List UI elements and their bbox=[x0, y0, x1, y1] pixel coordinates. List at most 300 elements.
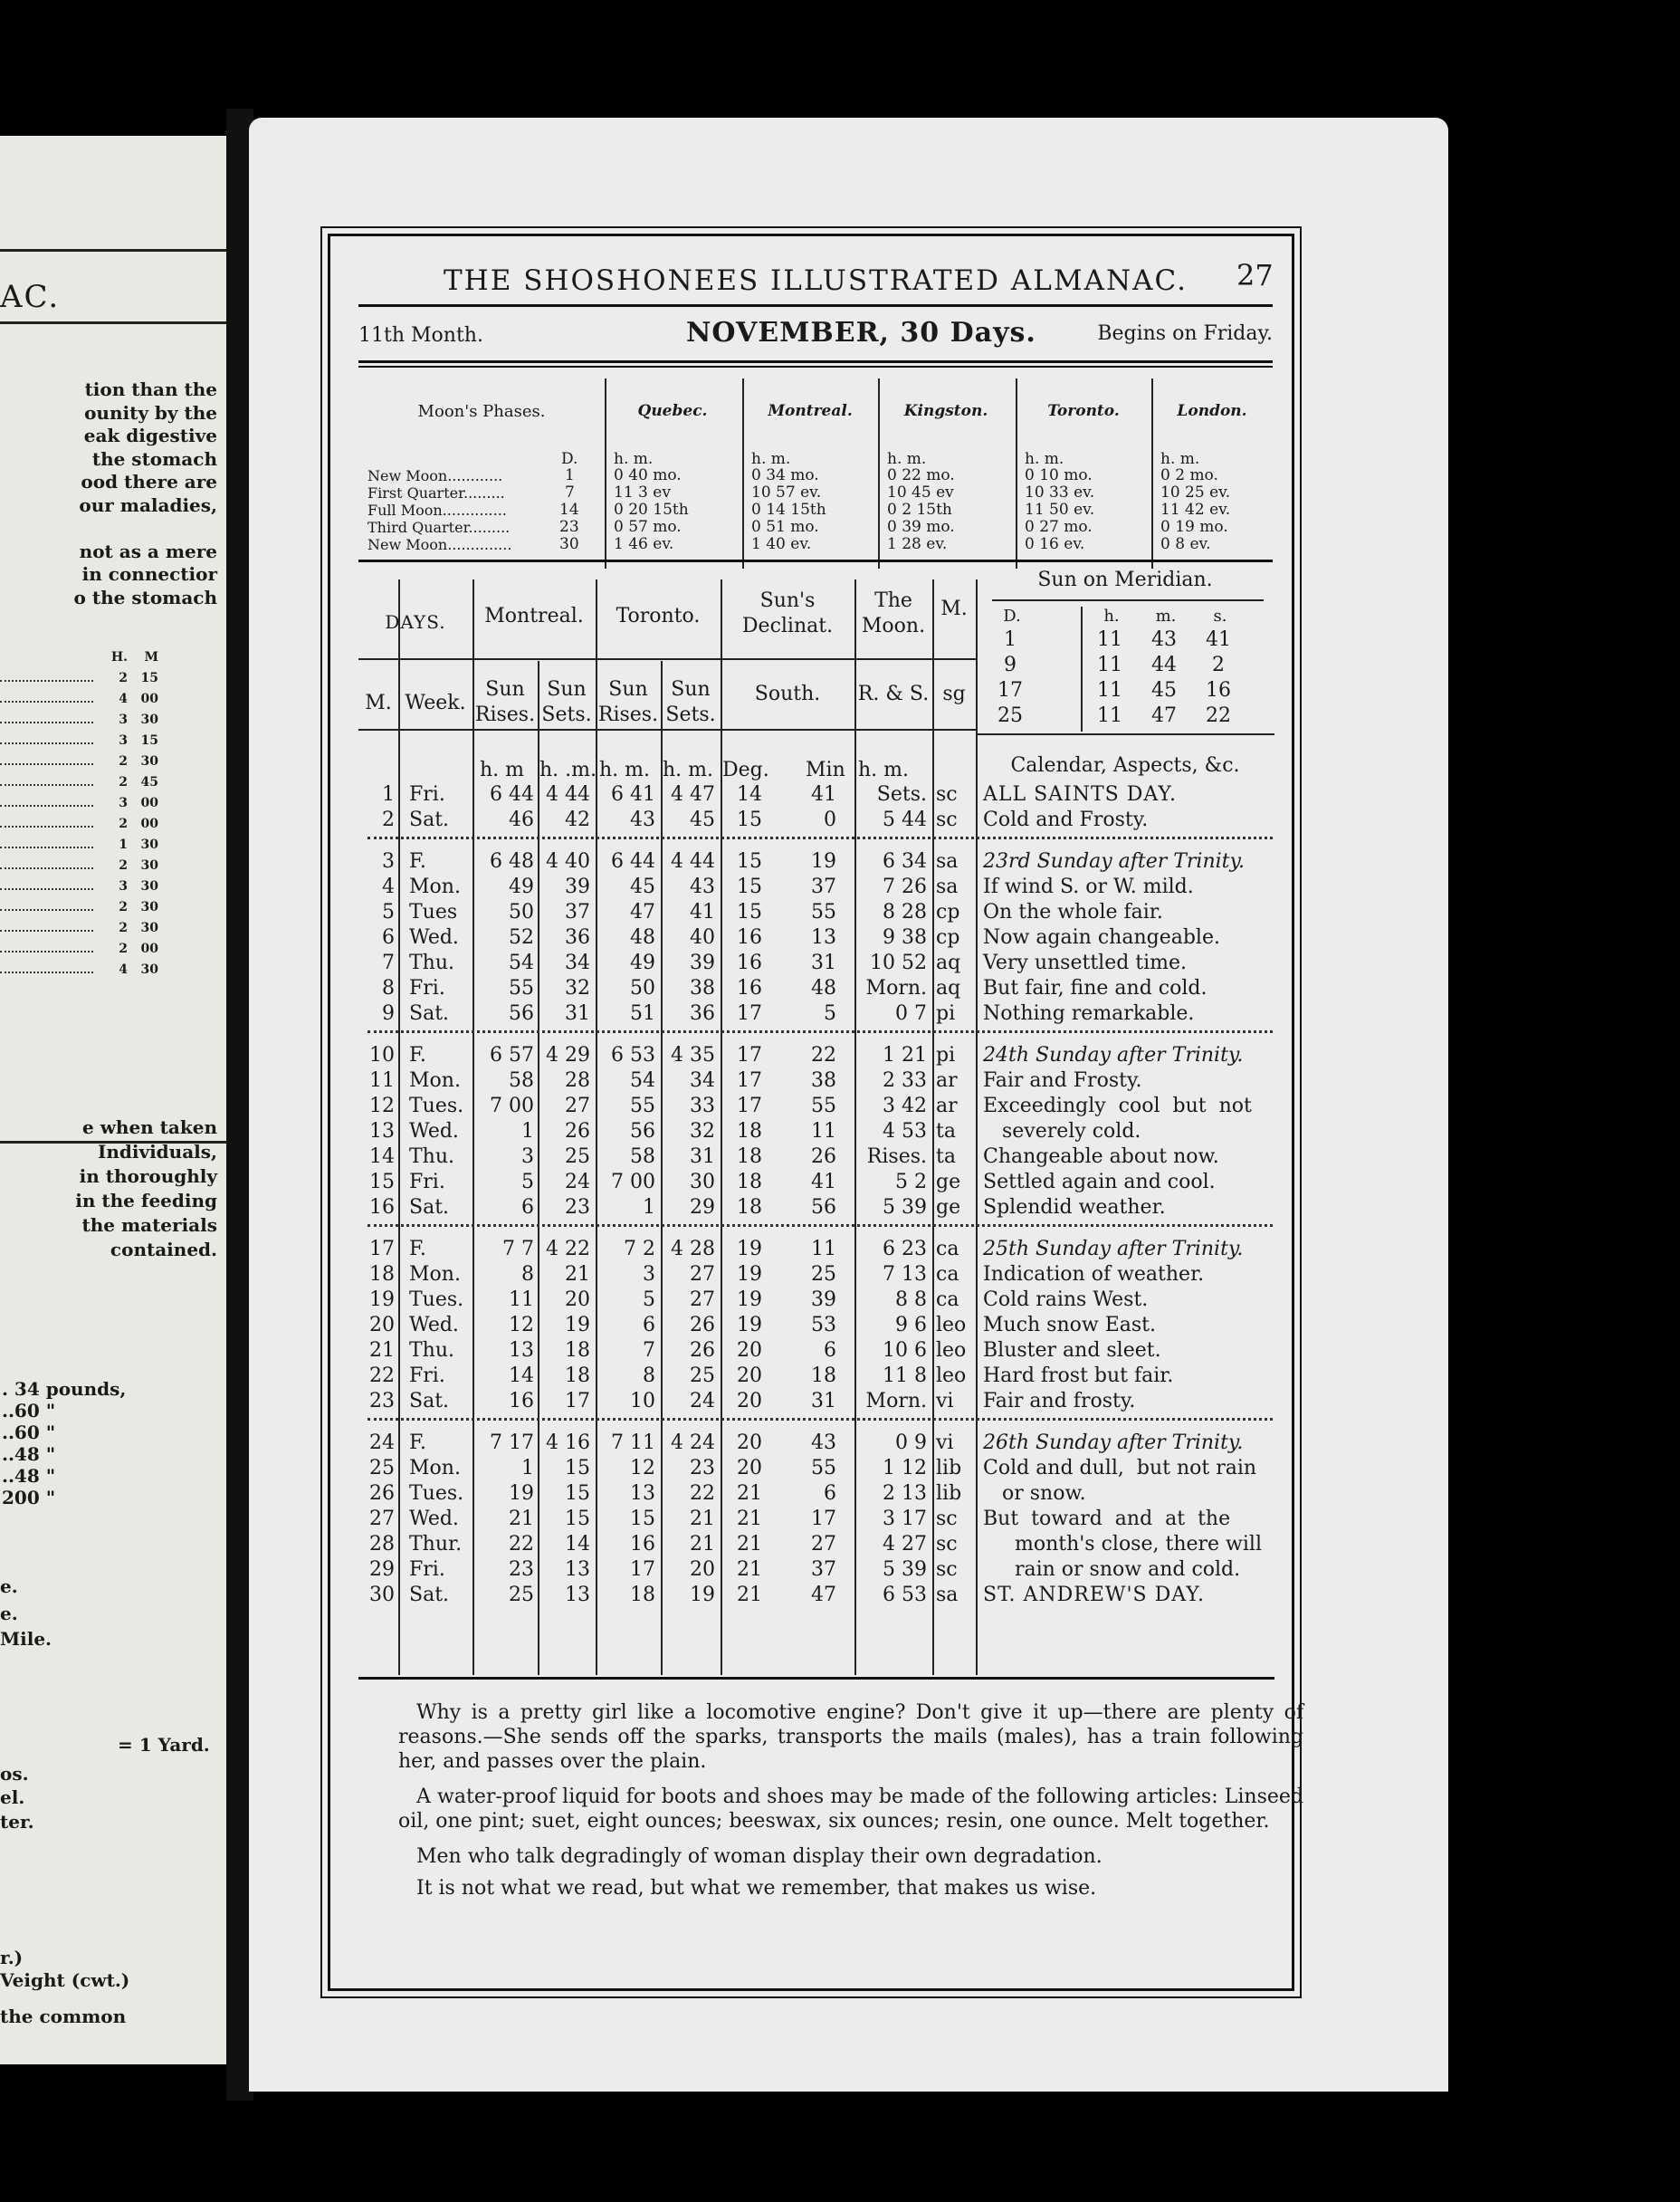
toronto-sets: 29 bbox=[690, 1196, 715, 1219]
moon-sign: aq bbox=[936, 952, 961, 974]
moon-rise-set: 5 44 bbox=[883, 809, 927, 831]
phase-time: 10 33 ev. bbox=[1025, 483, 1095, 502]
calendar-row bbox=[358, 1557, 1274, 1583]
declination-deg: 15 bbox=[737, 901, 762, 924]
left-weight-line: ..48 " bbox=[2, 1465, 56, 1487]
declination-min: 37 bbox=[811, 876, 836, 898]
left-table-row bbox=[0, 897, 158, 918]
phase-time: 0 27 mo. bbox=[1025, 518, 1093, 536]
moon-sign: ge bbox=[936, 1171, 961, 1193]
calendar-note: severely cold. bbox=[983, 1120, 1141, 1143]
phase-time: 0 16 ev. bbox=[1025, 535, 1085, 553]
header-sg: sg bbox=[942, 683, 966, 705]
day-of-month: 16 bbox=[369, 1196, 395, 1219]
moon-sign: ca bbox=[936, 1288, 959, 1311]
montreal-rises: 23 bbox=[509, 1558, 534, 1581]
toronto-rises: 43 bbox=[630, 809, 655, 831]
montreal-rises: 1 bbox=[521, 1120, 534, 1143]
declination-min: 37 bbox=[811, 1558, 836, 1581]
declination-deg: 20 bbox=[737, 1364, 762, 1387]
calendar-note: Hard frost but fair. bbox=[983, 1364, 1174, 1387]
day-of-month: 11 bbox=[369, 1069, 395, 1092]
phases-city-4: Toronto. bbox=[1047, 402, 1120, 420]
month-rule bbox=[358, 360, 1273, 368]
footer-note: Men who talk degradingly of woman display their own degradation. bbox=[416, 1845, 1102, 1868]
calendar-row bbox=[358, 976, 1274, 1001]
day-of-month: 2 bbox=[382, 809, 395, 831]
day-of-week: Mon. bbox=[409, 1457, 461, 1479]
phase-time: 0 57 mo. bbox=[614, 518, 682, 536]
day-of-month: 20 bbox=[369, 1314, 395, 1336]
declination-min: 25 bbox=[811, 1263, 836, 1286]
left-rule-top bbox=[0, 249, 226, 252]
phases-rule bbox=[358, 560, 1273, 564]
calendar-note: Much snow East. bbox=[983, 1314, 1157, 1336]
left-table-row bbox=[0, 689, 158, 710]
phase-day: 7 bbox=[565, 483, 575, 502]
calendar-row bbox=[358, 1481, 1274, 1507]
toronto-rises: 55 bbox=[630, 1095, 655, 1117]
left-table-dots bbox=[0, 960, 93, 973]
left-text-line: not as a mere bbox=[79, 540, 217, 562]
left-table-hours: 1 bbox=[119, 838, 128, 852]
montreal-rises: 3 bbox=[521, 1145, 534, 1168]
calendar-note: Indication of weather. bbox=[983, 1263, 1205, 1286]
moon-rise-set: 3 17 bbox=[883, 1508, 927, 1530]
calendar-row bbox=[358, 1583, 1274, 1608]
moon-rise-set: 1 12 bbox=[883, 1457, 927, 1479]
moon-sign: sc bbox=[936, 1533, 958, 1556]
day-of-week: Fri. bbox=[409, 783, 445, 806]
day-of-month: 21 bbox=[369, 1339, 395, 1362]
declination-deg: 17 bbox=[737, 1095, 762, 1117]
left-weight-line: 200 " bbox=[2, 1487, 56, 1508]
left-table-dots bbox=[0, 772, 93, 786]
header-montreal: Montreal. bbox=[484, 605, 584, 627]
moon-sign: sc bbox=[936, 783, 958, 806]
montreal-sets: 36 bbox=[565, 926, 590, 949]
phase-time: 0 2 15th bbox=[887, 501, 952, 519]
left-page-fragment bbox=[0, 136, 226, 2064]
calendar-row bbox=[358, 849, 1274, 875]
toronto-rises: 6 bbox=[643, 1314, 655, 1336]
left-table-dots bbox=[0, 793, 93, 807]
left-table-row bbox=[0, 752, 158, 772]
phase-time: 0 40 mo. bbox=[614, 466, 682, 484]
left-table-h: H. bbox=[110, 650, 128, 665]
left-table-dots bbox=[0, 689, 93, 703]
toronto-rises: 10 bbox=[630, 1390, 655, 1412]
header-south: South. bbox=[754, 683, 821, 705]
meridian-cell: 45 bbox=[1151, 679, 1177, 702]
left-table-row bbox=[0, 939, 158, 960]
toronto-sets: 40 bbox=[690, 926, 715, 949]
montreal-sets: 4 22 bbox=[546, 1238, 590, 1260]
day-of-month: 26 bbox=[369, 1482, 395, 1505]
montreal-sets: 42 bbox=[565, 809, 590, 831]
declination-min: 13 bbox=[811, 926, 836, 949]
day-of-week: Tues. bbox=[409, 1288, 464, 1311]
left-table-mins: 30 bbox=[140, 962, 158, 977]
toronto-rises: 48 bbox=[630, 926, 655, 949]
calendar-row bbox=[358, 1338, 1274, 1364]
calendar-note: Nothing remarkable. bbox=[983, 1002, 1195, 1025]
montreal-rises: 19 bbox=[509, 1482, 534, 1505]
declination-deg: 17 bbox=[737, 1002, 762, 1025]
montreal-rises: 12 bbox=[509, 1314, 534, 1336]
phase-time: 10 25 ev. bbox=[1160, 483, 1231, 502]
toronto-rises: 6 41 bbox=[611, 783, 655, 806]
phases-hm-label: h. m. bbox=[751, 450, 791, 468]
declination-deg: 15 bbox=[737, 809, 762, 831]
day-of-week: Wed. bbox=[409, 1508, 459, 1530]
montreal-rises: 8 bbox=[521, 1263, 534, 1286]
left-text-line: in thoroughly bbox=[79, 1165, 217, 1187]
phase-time: 0 10 mo. bbox=[1025, 466, 1093, 484]
left-table-hours: 3 bbox=[119, 796, 128, 810]
page-number: 27 bbox=[1236, 258, 1274, 292]
montreal-sets: 20 bbox=[565, 1288, 590, 1311]
toronto-sets: 27 bbox=[690, 1288, 715, 1311]
calendar-row bbox=[358, 900, 1274, 925]
toronto-sets: 32 bbox=[690, 1120, 715, 1143]
calendar-note: But fair, fine and cold. bbox=[983, 977, 1208, 1000]
calendar-note: Very unsettled time. bbox=[983, 952, 1188, 974]
montreal-rises: 16 bbox=[509, 1390, 534, 1412]
day-of-week: Fri. bbox=[409, 1171, 445, 1193]
left-table-row bbox=[0, 793, 158, 814]
montreal-sets: 18 bbox=[565, 1364, 590, 1387]
toronto-rises: 50 bbox=[630, 977, 655, 1000]
toronto-sets: 33 bbox=[690, 1095, 715, 1117]
montreal-rises: 46 bbox=[509, 809, 534, 831]
calendar-row bbox=[358, 1507, 1274, 1532]
left-table-mins: 15 bbox=[140, 733, 158, 748]
montreal-sets: 28 bbox=[565, 1069, 590, 1092]
header-tor-sets: Sun Sets. bbox=[665, 678, 716, 726]
montreal-rises: 58 bbox=[509, 1069, 534, 1092]
day-of-month: 28 bbox=[369, 1533, 395, 1556]
moon-sign: ar bbox=[936, 1095, 958, 1117]
left-text-line: Individuals, bbox=[97, 1141, 217, 1163]
footer-note: A water-proof liquid for boots and shoes may be made of the following articles: Linseed oil, one pint; suet, eight ounces; beeswax, six ounces; resin, one ounce. Melt together. bbox=[398, 1786, 1303, 1833]
declination-deg: 19 bbox=[737, 1314, 762, 1336]
declination-deg: 18 bbox=[737, 1196, 762, 1219]
left-bottom-line: e. bbox=[0, 1603, 18, 1624]
left-text-line: in connectior bbox=[81, 563, 217, 585]
units-label: h. .m. bbox=[539, 759, 597, 781]
moon-sign: lib bbox=[936, 1482, 962, 1505]
phase-day: 14 bbox=[559, 501, 579, 519]
declination-deg: 21 bbox=[737, 1508, 762, 1530]
left-table-dots bbox=[0, 939, 93, 953]
toronto-sets: 21 bbox=[690, 1508, 715, 1530]
meridian-cell: 2 bbox=[1212, 654, 1225, 676]
day-of-month: 7 bbox=[382, 952, 395, 974]
day-of-week: Tues. bbox=[409, 1095, 464, 1117]
toronto-sets: 24 bbox=[690, 1390, 715, 1412]
montreal-rises: 49 bbox=[509, 876, 534, 898]
phase-day: 1 bbox=[565, 466, 575, 484]
declination-min: 47 bbox=[811, 1584, 836, 1606]
meridian-divider bbox=[1081, 607, 1083, 732]
calendar-row bbox=[358, 1001, 1274, 1027]
montreal-rises: 55 bbox=[509, 977, 534, 1000]
declination-min: 41 bbox=[811, 1171, 836, 1193]
week-separator bbox=[368, 837, 1273, 839]
montreal-rises: 1 bbox=[521, 1457, 534, 1479]
left-bottom-line: os. bbox=[0, 1763, 29, 1785]
toronto-rises: 54 bbox=[630, 1069, 655, 1092]
left-table-dots bbox=[0, 918, 93, 932]
declination-deg: 16 bbox=[737, 952, 762, 974]
header-rs: R. & S. bbox=[857, 683, 930, 705]
calendar-note: Bluster and sleet. bbox=[983, 1339, 1161, 1362]
header-m: M. bbox=[940, 598, 968, 620]
left-bottom-line: Veight (cwt.) bbox=[0, 1969, 130, 1991]
calendar-note: Cold and dull, but not rain bbox=[983, 1457, 1257, 1479]
left-bottom-line: el. bbox=[0, 1786, 25, 1808]
calendar-row bbox=[358, 1237, 1274, 1262]
calendar-note: 23rd Sunday after Trinity. bbox=[983, 850, 1246, 873]
left-table-dots bbox=[0, 897, 93, 911]
day-of-week: Mon. bbox=[409, 1069, 461, 1092]
moon-rise-set: Rises. bbox=[866, 1145, 927, 1168]
moon-rise-set: 3 42 bbox=[883, 1095, 927, 1117]
moon-rise-set: 6 23 bbox=[883, 1238, 927, 1260]
moon-rise-set: 10 52 bbox=[870, 952, 927, 974]
day-of-week: F. bbox=[409, 1044, 426, 1067]
left-rule-mid bbox=[0, 1141, 226, 1144]
phases-d-label: D. bbox=[561, 450, 578, 468]
phase-time: 0 2 mo. bbox=[1160, 466, 1218, 484]
toronto-sets: 34 bbox=[690, 1069, 715, 1092]
left-table-dots bbox=[0, 731, 93, 744]
toronto-rises: 58 bbox=[630, 1145, 655, 1168]
calendar-note: But toward and at the bbox=[983, 1508, 1231, 1530]
moon-rise-set: 0 9 bbox=[895, 1431, 927, 1454]
header-tor-rises: Sun Rises. bbox=[597, 678, 659, 726]
montreal-sets: 32 bbox=[565, 977, 590, 1000]
left-table-hours: 3 bbox=[119, 733, 128, 748]
phase-day: 23 bbox=[559, 518, 579, 536]
units-label: h. m. bbox=[599, 759, 651, 781]
left-table bbox=[0, 647, 158, 981]
declination-min: 11 bbox=[811, 1120, 836, 1143]
calendar-row bbox=[358, 1119, 1274, 1144]
declination-min: 31 bbox=[811, 952, 836, 974]
montreal-sets: 19 bbox=[565, 1314, 590, 1336]
left-table-row bbox=[0, 856, 158, 876]
toronto-rises: 7 2 bbox=[624, 1238, 655, 1260]
day-of-week: Sat. bbox=[409, 1196, 450, 1219]
toronto-rises: 12 bbox=[630, 1457, 655, 1479]
meridian-cell: 44 bbox=[1151, 654, 1177, 676]
toronto-rises: 6 53 bbox=[611, 1044, 655, 1067]
day-of-week: Sat. bbox=[409, 809, 450, 831]
moon-phases-title: Moon's Phases. bbox=[417, 402, 546, 421]
left-table-dots bbox=[0, 835, 93, 848]
header-m-col: M. bbox=[365, 692, 392, 714]
left-table-hours: 2 bbox=[119, 858, 128, 873]
calendar-note: Changeable about now. bbox=[983, 1145, 1219, 1168]
toronto-rises: 7 11 bbox=[611, 1431, 655, 1454]
left-table-row bbox=[0, 960, 158, 981]
day-of-month: 6 bbox=[382, 926, 395, 949]
phase-time: 10 45 ev bbox=[887, 483, 954, 502]
calendar-row bbox=[358, 1456, 1274, 1481]
day-of-week: Mon. bbox=[409, 1263, 461, 1286]
meridian-cell: 25 bbox=[998, 704, 1023, 727]
montreal-sets: 34 bbox=[565, 952, 590, 974]
toronto-sets: 23 bbox=[690, 1457, 715, 1479]
left-table-dots bbox=[0, 876, 93, 890]
header-week: Week. bbox=[405, 692, 466, 714]
phases-city-1: Quebec. bbox=[637, 402, 708, 420]
toronto-sets: 45 bbox=[690, 809, 715, 831]
calendar-note: month's close, there will bbox=[983, 1533, 1262, 1556]
montreal-sets: 15 bbox=[565, 1482, 590, 1505]
calendar-row bbox=[358, 1068, 1274, 1094]
left-text-line: ounity by the bbox=[84, 401, 217, 424]
left-table-row bbox=[0, 731, 158, 752]
toronto-rises: 49 bbox=[630, 952, 655, 974]
meridian-cell: 11 bbox=[1097, 628, 1122, 651]
day-of-week: Thu. bbox=[409, 1145, 455, 1168]
declination-deg: 17 bbox=[737, 1069, 762, 1092]
toronto-sets: 4 24 bbox=[671, 1431, 715, 1454]
calendar-note: On the whole fair. bbox=[983, 901, 1163, 924]
meridian-rule bbox=[992, 599, 1264, 601]
moon-rise-set: Morn. bbox=[865, 977, 927, 1000]
phase-time: 0 22 mo. bbox=[887, 466, 955, 484]
left-table-mins: 45 bbox=[140, 775, 158, 790]
left-table-dots bbox=[0, 710, 93, 723]
toronto-sets: 20 bbox=[690, 1558, 715, 1581]
declination-min: 27 bbox=[811, 1533, 836, 1556]
calendar-note: 26th Sunday after Trinity. bbox=[983, 1431, 1244, 1454]
moon-sign: aq bbox=[936, 977, 961, 1000]
montreal-rises: 6 57 bbox=[490, 1044, 534, 1067]
montreal-sets: 15 bbox=[565, 1457, 590, 1479]
meridian-cell: 47 bbox=[1151, 704, 1177, 727]
calendar-row bbox=[358, 1144, 1274, 1170]
calendar-heading: Calendar, Aspects, &c. bbox=[1010, 754, 1240, 777]
left-weight-line: ..60 " bbox=[2, 1400, 56, 1422]
toronto-sets: 30 bbox=[690, 1171, 715, 1193]
toronto-rises: 15 bbox=[630, 1508, 655, 1530]
calendar-note: Splendid weather. bbox=[983, 1196, 1166, 1219]
week-separator bbox=[368, 1418, 1273, 1421]
declination-min: 48 bbox=[811, 977, 836, 1000]
header-mont-sets: Sun Sets. bbox=[541, 678, 592, 726]
toronto-rises: 5 bbox=[643, 1288, 655, 1311]
left-table-hours: 3 bbox=[119, 713, 128, 727]
meridian-cell: 16 bbox=[1206, 679, 1231, 702]
declination-deg: 19 bbox=[737, 1238, 762, 1260]
moon-sign: leo bbox=[936, 1339, 967, 1362]
phase-time: 0 20 15th bbox=[614, 501, 689, 519]
left-table-row bbox=[0, 835, 158, 856]
toronto-rises: 13 bbox=[630, 1482, 655, 1505]
montreal-rises: 7 17 bbox=[490, 1431, 534, 1454]
calendar-row bbox=[358, 782, 1274, 808]
left-table-hours: 3 bbox=[119, 879, 128, 894]
day-of-week: Fri. bbox=[409, 1558, 445, 1581]
declination-min: 6 bbox=[824, 1339, 836, 1362]
phases-city-5: London. bbox=[1177, 402, 1247, 420]
moon-rise-set: 5 39 bbox=[883, 1196, 927, 1219]
left-table-row bbox=[0, 772, 158, 793]
toronto-sets: 25 bbox=[690, 1364, 715, 1387]
montreal-rises: 50 bbox=[509, 901, 534, 924]
phases-hm-label: h. m. bbox=[887, 450, 927, 468]
left-text-line: tion than the bbox=[84, 378, 217, 400]
left-weight-line: . 34 pounds, bbox=[2, 1378, 127, 1400]
day-of-month: 4 bbox=[382, 876, 395, 898]
left-page-title: AC. bbox=[0, 279, 61, 315]
montreal-rises: 5 bbox=[521, 1171, 534, 1193]
left-weight-line: ..48 " bbox=[2, 1443, 56, 1465]
moon-rise-set: 4 27 bbox=[883, 1533, 927, 1556]
day-of-week: F. bbox=[409, 1238, 426, 1260]
day-of-month: 23 bbox=[369, 1390, 395, 1412]
declination-min: 0 bbox=[824, 809, 836, 831]
phase-time: 1 40 ev. bbox=[751, 535, 812, 553]
left-table-hours: 2 bbox=[119, 817, 128, 831]
calendar-row bbox=[358, 1532, 1274, 1557]
montreal-sets: 18 bbox=[565, 1339, 590, 1362]
montreal-sets: 13 bbox=[565, 1584, 590, 1606]
moon-rise-set: 6 53 bbox=[883, 1584, 927, 1606]
day-of-week: F. bbox=[409, 850, 426, 873]
moon-rise-set: Morn. bbox=[865, 1390, 927, 1412]
left-text-line: contained. bbox=[110, 1239, 217, 1260]
calendar-note: Fair and Frosty. bbox=[983, 1069, 1142, 1092]
declination-min: 55 bbox=[811, 1457, 836, 1479]
day-of-week: Thur. bbox=[409, 1533, 463, 1556]
left-table-mins: 30 bbox=[140, 921, 158, 935]
montreal-rises: 54 bbox=[509, 952, 534, 974]
left-table-hours: 2 bbox=[119, 900, 128, 914]
moon-rise-set: 7 26 bbox=[883, 876, 927, 898]
moon-sign: vi bbox=[936, 1431, 954, 1454]
declination-deg: 20 bbox=[737, 1339, 762, 1362]
meridian-col-head: m. bbox=[1155, 607, 1177, 626]
phases-city-2: Montreal. bbox=[768, 402, 853, 420]
left-bottom-line: e. bbox=[0, 1575, 18, 1597]
moon-rise-set: 9 38 bbox=[883, 926, 927, 949]
moon-sign: ta bbox=[936, 1120, 956, 1143]
left-table-row bbox=[0, 918, 158, 939]
day-of-week: Sat. bbox=[409, 1584, 450, 1606]
left-text-line: our maladies, bbox=[79, 493, 217, 516]
toronto-rises: 6 44 bbox=[611, 850, 655, 873]
left-table-hours: 2 bbox=[119, 921, 128, 935]
day-of-month: 25 bbox=[369, 1457, 395, 1479]
declination-min: 38 bbox=[811, 1069, 836, 1092]
left-table-mins: 00 bbox=[140, 692, 158, 706]
toronto-rises: 56 bbox=[630, 1120, 655, 1143]
meridian-bottom bbox=[976, 733, 1274, 735]
left-table-dots bbox=[0, 814, 93, 828]
left-table-m: M bbox=[144, 650, 158, 665]
units-label: h. m bbox=[480, 759, 525, 781]
declination-deg: 21 bbox=[737, 1584, 762, 1606]
declination-min: 17 bbox=[811, 1508, 836, 1530]
header-rule-a bbox=[358, 658, 976, 660]
calendar-note: Cold rains West. bbox=[983, 1288, 1149, 1311]
